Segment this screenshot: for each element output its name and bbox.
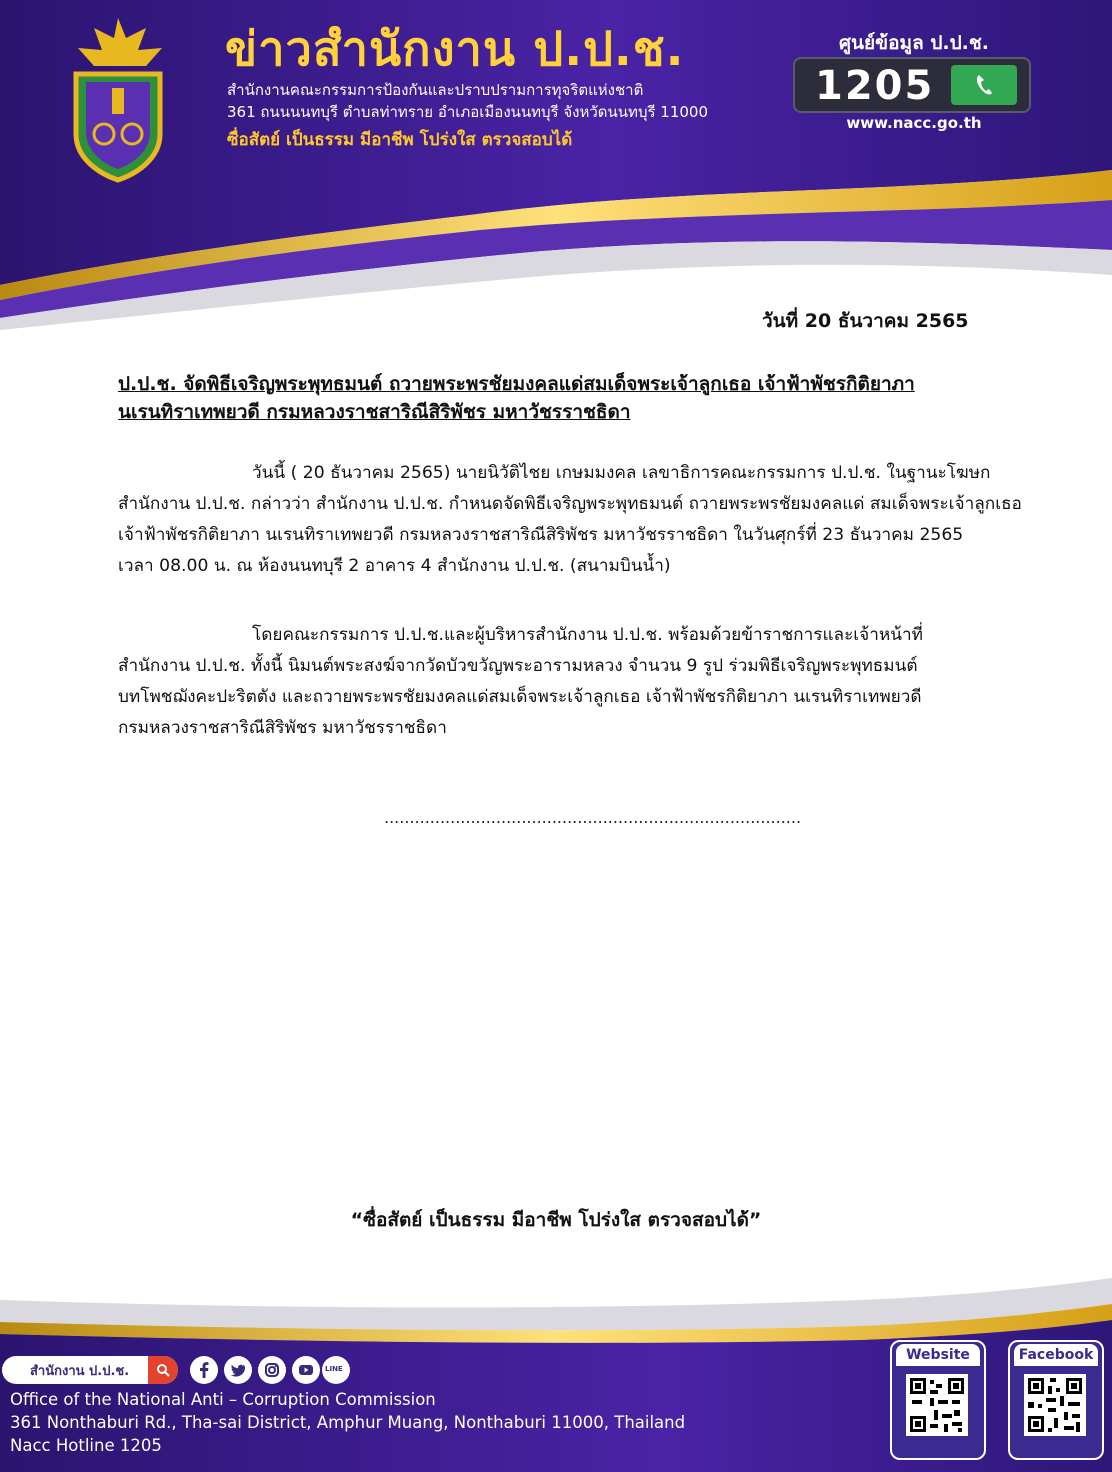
- header-motto: ซื่อสัตย์ เป็นธรรม มีอาชีพ โปร่งใส ตรวจสอบได้: [227, 130, 573, 150]
- instagram-icon[interactable]: [258, 1356, 286, 1384]
- line-label: LINE: [325, 1365, 343, 1373]
- paragraph-line: กรมหลวงราชสาริณีสิริพัชร มหาวัชรราชธิดา: [118, 718, 447, 738]
- document-headline: [118, 370, 1018, 426]
- twitter-icon[interactable]: [224, 1356, 252, 1384]
- paragraph-2: [118, 620, 1018, 744]
- paragraph-line: สำนักงาน ป.ป.ช. ทั้งนี้ นิมนต์พระสงฆ์จากวัดบัวขวัญพระอารามหลวง จำนวน 9 รูป ร่วมพิธีเจริญพระพุทธมนต์: [118, 656, 918, 676]
- paragraph-line: โดยคณะกรรมการ ป.ป.ช.และผู้บริหารสำนักงาน ป.ป.ช. พร้อมด้วยข้าราชการและเจ้าหน้าที่: [252, 625, 923, 645]
- facebook-qr-card[interactable]: [1008, 1340, 1104, 1460]
- document-date: วันที่ 20 ธันวาคม 2565: [762, 310, 969, 332]
- search-button[interactable]: [148, 1356, 178, 1384]
- header-org-name: สำนักงานคณะกรรมการป้องกันและปราบปรามการทุจริตแห่งชาติ: [227, 81, 644, 99]
- hotline-badge: [793, 57, 1031, 113]
- paragraph-line: บทโพชฌังคะปะริตตัง และถวายพระพรชัยมงคลแด่สมเด็จพระเจ้าลูกเธอ เจ้าฟ้าพัชรกิติยาภา นเรนทิราเทพยวดี: [118, 687, 922, 707]
- qr-code-icon: [1024, 1374, 1086, 1436]
- facebook-icon[interactable]: [190, 1356, 218, 1384]
- hotline-number: 1205: [815, 63, 935, 109]
- line-icon[interactable]: [322, 1356, 350, 1384]
- paragraph-line: วันนี้ ( 20 ธันวาคม 2565) นายนิวัติไชย เกษมมงคล เลขาธิการคณะกรรมการ ป.ป.ช. ในฐานะโฆษก: [252, 463, 991, 483]
- header-website: www.nacc.go.th: [846, 114, 982, 132]
- paragraph-line: สำนักงาน ป.ป.ช. กล่าวว่า สำนักงาน ป.ป.ช. กำหนดจัดพิธีเจริญพระพุทธมนต์ ถวายพระพรชัยมงคลแด่ สมเด็จพระเจ้าลูกเธอ: [118, 494, 1022, 514]
- qr-code-icon: [906, 1374, 968, 1436]
- footer-hotline-en: Nacc Hotline 1205: [10, 1436, 162, 1455]
- paragraph-line: เวลา 08.00 น. ณ ห้องนนทบุรี 2 อาคาร 4 สำนักงาน ป.ป.ช. (สนามบินน้ำ): [118, 556, 671, 576]
- paragraph-line: เจ้าฟ้าพัชรกิติยาภา นเรนทิราเทพยวดี กรมหลวงราชสาริณีสิริพัชร มหาวัชรราชธิดา ในวันศุกร์ที่ 23 ธันวาคม 2565: [118, 525, 964, 545]
- phone-icon: [951, 65, 1017, 105]
- nacc-emblem-icon: [66, 14, 170, 184]
- header-address: 361 ถนนนนทบุรี ตำบลท่าทราย อำเภอเมืองนนทบุรี จังหวัดนนทบุรี 11000: [227, 103, 709, 121]
- closing-motto: “ซื่อสัตย์ เป็นธรรม มีอาชีพ โปร่งใส ตรวจสอบได้”: [350, 1209, 762, 1231]
- footer-address-en: 361 Nonthaburi Rd., Tha-sai District, Amphur Muang, Nonthaburi 11000, Thailand: [10, 1413, 686, 1432]
- headline-line: นเรนทิราเทพยวดี กรมหลวงราชสาริณีสิริพัชร มหาวัชรราชธิดา: [118, 401, 631, 423]
- info-center-label: ศูนย์ข้อมูล ป.ป.ช.: [838, 32, 990, 54]
- letterhead-header: [0, 0, 1112, 330]
- youtube-icon[interactable]: [292, 1356, 320, 1384]
- search-label: สำนักงาน ป.ป.ช.: [30, 1364, 130, 1379]
- separator-dots: ..................................................................................: [384, 808, 802, 827]
- footer-org-en: Office of the National Anti – Corruption Commission: [10, 1390, 436, 1409]
- headline-line: ป.ป.ช. จัดพิธีเจริญพระพุทธมนต์ ถวายพระพรชัยมงคลแด่สมเด็จพระเจ้าลูกเธอ เจ้าฟ้าพัชรกิติยาภา: [118, 373, 915, 395]
- header-title: ข่าวสำนักงาน ป.ป.ช.: [225, 22, 685, 77]
- letterhead-footer: [0, 1270, 1112, 1472]
- qr-facebook-label: Facebook: [1014, 1344, 1098, 1366]
- qr-website-label: Website: [896, 1344, 980, 1366]
- search-icon: [156, 1363, 170, 1377]
- search-bar[interactable]: [2, 1356, 178, 1384]
- paragraph-1: [118, 458, 1022, 582]
- website-qr-card[interactable]: [890, 1340, 986, 1460]
